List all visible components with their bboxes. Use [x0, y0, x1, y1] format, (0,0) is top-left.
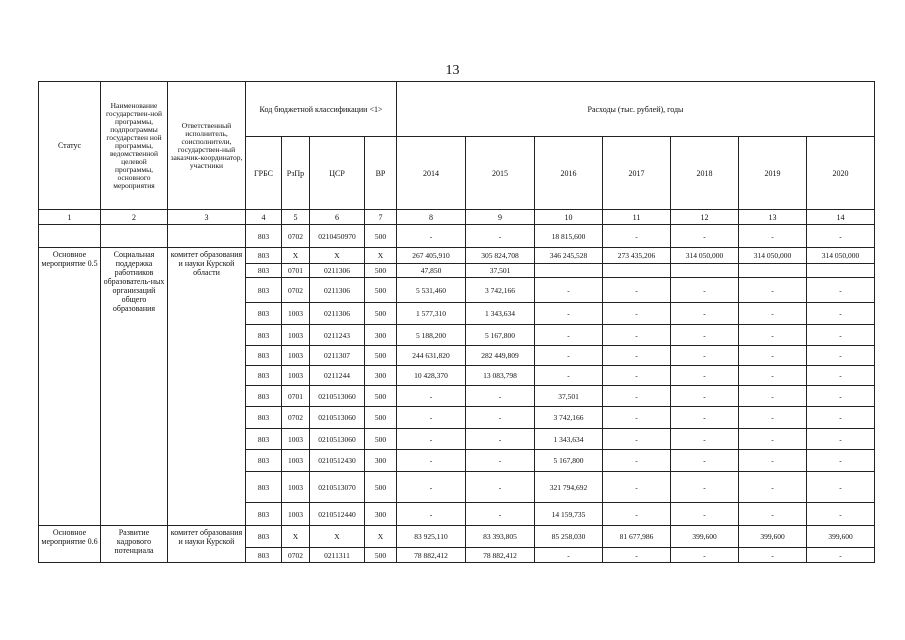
cell: 18 815,600 [535, 225, 603, 248]
col-number: 14 [807, 210, 875, 225]
cell: 81 677,986 [603, 526, 671, 548]
cell [739, 264, 807, 278]
cell: 0701 [282, 264, 310, 278]
cell: - [807, 450, 875, 472]
cell: 83 393,805 [466, 526, 535, 548]
cell: 10 428,370 [397, 366, 466, 386]
cell: - [739, 225, 807, 248]
cell [603, 264, 671, 278]
cell: - [535, 325, 603, 346]
cell: 1003 [282, 346, 310, 366]
cell: - [807, 548, 875, 563]
cell: 1 343,634 [466, 303, 535, 325]
cell: 500 [365, 346, 397, 366]
cell: - [466, 450, 535, 472]
cell: 0701 [282, 386, 310, 407]
cell: 803 [246, 472, 282, 503]
cell: - [397, 386, 466, 407]
cell: 305 824,708 [466, 248, 535, 264]
header-csr: ЦСР [310, 137, 365, 210]
cell: 500 [365, 386, 397, 407]
cell: - [807, 366, 875, 386]
cell: - [535, 278, 603, 303]
cell: 14 159,735 [535, 503, 603, 526]
cell: - [739, 303, 807, 325]
cell: 803 [246, 325, 282, 346]
cell: 500 [365, 472, 397, 503]
cell: 1003 [282, 450, 310, 472]
executor-cell: комитет образования и науки Курской области [168, 248, 246, 526]
cell: - [397, 407, 466, 429]
cell: 0702 [282, 407, 310, 429]
name-cell: Социальная поддержка работников образователь-ных организаций общего образования [101, 248, 168, 526]
cell: - [466, 429, 535, 450]
header-year: 2018 [671, 137, 739, 210]
cell: 321 794,692 [535, 472, 603, 503]
cell: 803 [246, 407, 282, 429]
cell: 0210512430 [310, 450, 365, 472]
cell [535, 264, 603, 278]
header-name: Наименование государствен-ной программы, подпрограммы государствен ной программы, ведомственной целевой программы, основного мероприятия [101, 82, 168, 210]
cell: - [466, 472, 535, 503]
cell: 83 925,110 [397, 526, 466, 548]
cell: - [671, 366, 739, 386]
cell: - [671, 346, 739, 366]
cell: 5 167,800 [466, 325, 535, 346]
col-number: 3 [168, 210, 246, 225]
cell: - [603, 548, 671, 563]
cell: - [671, 503, 739, 526]
cell: - [671, 407, 739, 429]
cell: - [603, 472, 671, 503]
cell [671, 264, 739, 278]
header-vr: ВР [365, 137, 397, 210]
cell: 803 [246, 264, 282, 278]
header-expenses: Расходы (тыс. рублей), годы [397, 82, 875, 137]
cell: 0210513060 [310, 386, 365, 407]
cell: - [397, 503, 466, 526]
cell: - [739, 366, 807, 386]
cell: 1003 [282, 503, 310, 526]
cell: 500 [365, 303, 397, 325]
cell: 803 [246, 303, 282, 325]
cell: 346 245,528 [535, 248, 603, 264]
col-number: 5 [282, 210, 310, 225]
cell: - [466, 503, 535, 526]
cell: - [671, 386, 739, 407]
cell: - [807, 278, 875, 303]
cell: - [807, 225, 875, 248]
cell: 500 [365, 548, 397, 563]
cell: 803 [246, 450, 282, 472]
cell: 1003 [282, 325, 310, 346]
cell: - [807, 503, 875, 526]
cell: 1 577,310 [397, 303, 466, 325]
cell: - [807, 303, 875, 325]
page-number: 13 [445, 63, 460, 78]
cell: - [466, 407, 535, 429]
cell: - [466, 225, 535, 248]
cell: 803 [246, 225, 282, 248]
cell: 0210450970 [310, 225, 365, 248]
cell: - [671, 325, 739, 346]
cell: - [739, 429, 807, 450]
cell: Х [310, 526, 365, 548]
cell: 399,600 [671, 526, 739, 548]
cell: - [603, 303, 671, 325]
executor-cell [168, 225, 246, 248]
cell: 0211243 [310, 325, 365, 346]
header-year: 2014 [397, 137, 466, 210]
cell: 0210512440 [310, 503, 365, 526]
cell: 500 [365, 407, 397, 429]
cell: - [397, 225, 466, 248]
cell: 1 343,634 [535, 429, 603, 450]
cell: 78 882,412 [466, 548, 535, 563]
header-rzpr: РзПр [282, 137, 310, 210]
cell: 300 [365, 366, 397, 386]
cell: - [671, 225, 739, 248]
cell: 500 [365, 264, 397, 278]
header-budget-code: Код бюджетной классификации <1> [246, 82, 397, 137]
cell: 803 [246, 346, 282, 366]
cell: - [603, 366, 671, 386]
cell: 0211306 [310, 278, 365, 303]
cell: - [739, 278, 807, 303]
cell: 803 [246, 548, 282, 563]
status-cell: Основное мероприятие 0.5 [39, 248, 101, 526]
cell: 803 [246, 526, 282, 548]
cell: Х [310, 248, 365, 264]
cell: 0211306 [310, 303, 365, 325]
cell: - [466, 386, 535, 407]
header-grbs: ГРБС [246, 137, 282, 210]
cell: 5 167,800 [535, 450, 603, 472]
cell: - [739, 386, 807, 407]
header-year: 2015 [466, 137, 535, 210]
cell: 282 449,809 [466, 346, 535, 366]
table-row [39, 225, 875, 248]
cell: - [535, 548, 603, 563]
cell: 314 050,000 [807, 248, 875, 264]
cell: 37,501 [466, 264, 535, 278]
cell: - [807, 386, 875, 407]
cell: - [397, 472, 466, 503]
cell: 399,600 [739, 526, 807, 548]
cell: 244 631,820 [397, 346, 466, 366]
cell: - [535, 346, 603, 366]
col-number: 4 [246, 210, 282, 225]
group-0-5 [39, 248, 875, 526]
cell: - [739, 503, 807, 526]
cell: - [603, 278, 671, 303]
cell: - [671, 278, 739, 303]
cell: - [807, 407, 875, 429]
cell: - [603, 450, 671, 472]
cell: - [739, 407, 807, 429]
col-number: 1 [39, 210, 101, 225]
cell: 1003 [282, 429, 310, 450]
cell: 300 [365, 503, 397, 526]
cell: 47,850 [397, 264, 466, 278]
header-status: Статус [39, 82, 101, 210]
cell: Х [282, 248, 310, 264]
cell: 1003 [282, 472, 310, 503]
col-number: 12 [671, 210, 739, 225]
executor-cell: комитет образования и науки Курской [168, 526, 246, 563]
cell: Х [365, 526, 397, 548]
cell: - [397, 450, 466, 472]
cell: 0211244 [310, 366, 365, 386]
cell: - [671, 303, 739, 325]
cell: 803 [246, 278, 282, 303]
cell: 500 [365, 225, 397, 248]
cell: 803 [246, 248, 282, 264]
cell: 0702 [282, 278, 310, 303]
col-number: 13 [739, 210, 807, 225]
header-year: 2016 [535, 137, 603, 210]
cell: 85 258,030 [535, 526, 603, 548]
cell: - [671, 429, 739, 450]
cell: - [603, 325, 671, 346]
cell: - [739, 346, 807, 366]
cell: - [739, 472, 807, 503]
col-number: 8 [397, 210, 466, 225]
header-year: 2020 [807, 137, 875, 210]
column-number-row [39, 210, 875, 225]
table-row [39, 526, 875, 548]
cell: 0211306 [310, 264, 365, 278]
cell: 0211307 [310, 346, 365, 366]
cell: 500 [365, 278, 397, 303]
cell: 37,501 [535, 386, 603, 407]
cell: 273 435,206 [603, 248, 671, 264]
cell: 0210513070 [310, 472, 365, 503]
cell: - [739, 450, 807, 472]
cell: Х [282, 526, 310, 548]
cell: 803 [246, 429, 282, 450]
cell: 0702 [282, 548, 310, 563]
cell: 267 405,910 [397, 248, 466, 264]
cell: 1003 [282, 303, 310, 325]
cell: 500 [365, 429, 397, 450]
cell: - [739, 548, 807, 563]
cell: 5 188,200 [397, 325, 466, 346]
col-number: 2 [101, 210, 168, 225]
cell: - [603, 386, 671, 407]
cell: 0211311 [310, 548, 365, 563]
col-number: 11 [603, 210, 671, 225]
cell: - [807, 429, 875, 450]
cell: - [603, 503, 671, 526]
cell: 13 083,798 [466, 366, 535, 386]
col-number: 6 [310, 210, 365, 225]
cell: - [807, 472, 875, 503]
name-cell [101, 225, 168, 248]
cell: 3 742,166 [466, 278, 535, 303]
cell [807, 264, 875, 278]
cell: - [603, 225, 671, 248]
cell: - [603, 429, 671, 450]
cell: - [739, 325, 807, 346]
cell: 1003 [282, 366, 310, 386]
cell: 0702 [282, 225, 310, 248]
cell: 803 [246, 386, 282, 407]
cell: 78 882,412 [397, 548, 466, 563]
cell: Х [365, 248, 397, 264]
cell: - [535, 303, 603, 325]
cell: - [807, 325, 875, 346]
cell: - [603, 346, 671, 366]
col-number: 7 [365, 210, 397, 225]
cell: 803 [246, 366, 282, 386]
group-0-6 [39, 526, 875, 563]
cell: - [807, 346, 875, 366]
cell: 5 531,460 [397, 278, 466, 303]
cell: - [671, 450, 739, 472]
cell: 803 [246, 503, 282, 526]
cell: - [671, 548, 739, 563]
col-number: 10 [535, 210, 603, 225]
cell: - [535, 366, 603, 386]
cell: 0210513060 [310, 407, 365, 429]
name-cell: Развитие кадрового потенциала [101, 526, 168, 563]
header-year: 2017 [603, 137, 671, 210]
cell: - [671, 472, 739, 503]
cell: 0210513060 [310, 429, 365, 450]
cell: - [397, 429, 466, 450]
cell: 314 050,000 [671, 248, 739, 264]
cell: 300 [365, 325, 397, 346]
table-row [39, 248, 875, 264]
cell: 399,600 [807, 526, 875, 548]
status-cell [39, 225, 101, 248]
cell: 300 [365, 450, 397, 472]
cell: - [603, 407, 671, 429]
header-year: 2019 [739, 137, 807, 210]
status-cell: Основное мероприятие 0.6 [39, 526, 101, 563]
header-executor: Ответственный исполнитель, соисполнители, государствен-ный заказчик-координатор, участники [168, 82, 246, 210]
col-number: 9 [466, 210, 535, 225]
cell: 3 742,166 [535, 407, 603, 429]
cell: 314 050,000 [739, 248, 807, 264]
budget-table [38, 81, 875, 563]
